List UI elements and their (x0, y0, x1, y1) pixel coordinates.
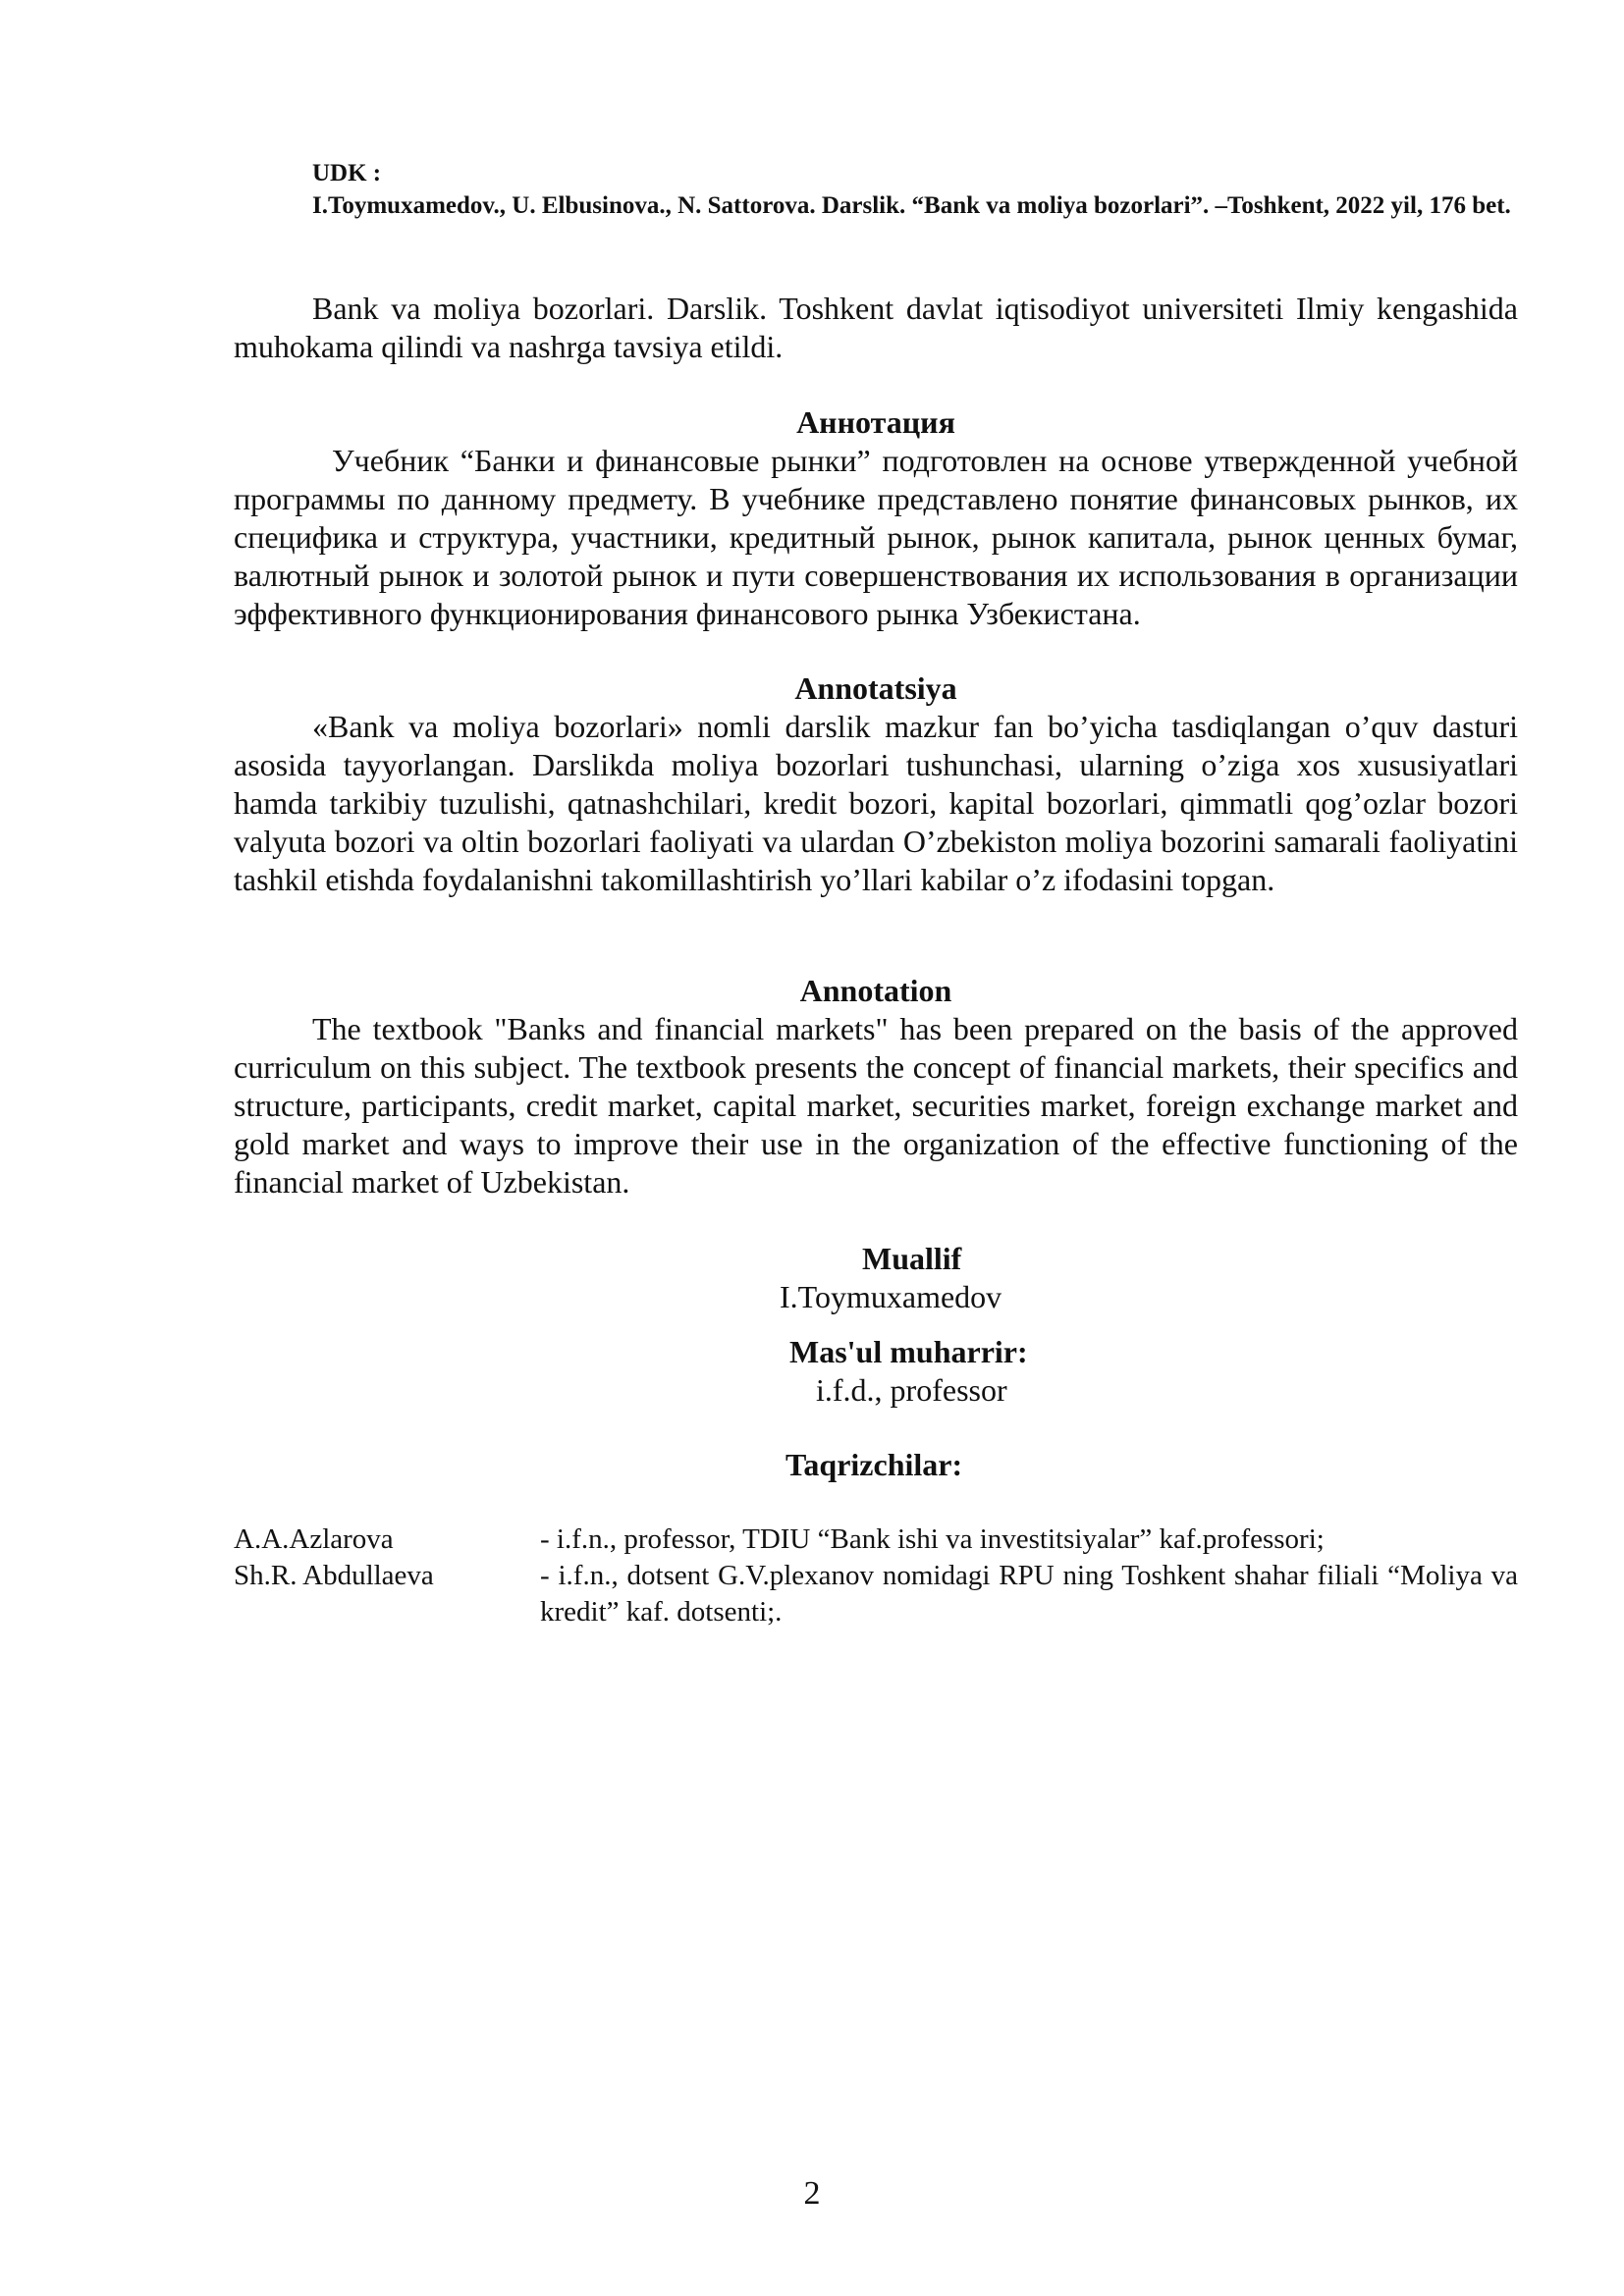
citation: I.Toymuxamedov., U. Elbusinova., N. Sattorova. Darslik. “Bank va moliya bozorlari”. –Toshkent, 2022 yil, 176 bet. (312, 192, 1511, 219)
page-number: 2 (803, 2175, 821, 2212)
annotation-ru-heading: Аннотация (796, 404, 955, 440)
annotation-uz-heading: Annotatsiya (794, 670, 957, 706)
annotation-en-heading: Annotation (799, 973, 952, 1008)
reviewers-label: Taqrizchilar: (785, 1447, 963, 1482)
reviewer-desc: - i.f.n., dotsent G.V.plexanov nomidagi RPU ning Toshkent shahar filiali “Moliya va kredit” kaf. dotsenti;. (540, 1560, 1518, 1628)
author-label: Muallif (862, 1241, 962, 1276)
reviewer-desc: - i.f.n., professor, TDIU “Bank ishi va investitsiyalar” kaf.professori; (540, 1523, 1325, 1555)
editor-label: Mas'ul muharrir: (789, 1334, 1028, 1369)
editor-value: i.f.d., professor (816, 1372, 1007, 1408)
reviewer-row (234, 1558, 1518, 1630)
udk-label: UDK : (312, 160, 382, 187)
reviewer-name: A.A.Azlarova (234, 1523, 394, 1555)
reviewer-row (234, 1522, 1518, 1558)
annotation-uz-text: «Bank va moliya bozorlari» nomli darslik mazkur fan bo’yicha tasdiqlangan o’quv dasturi asosida tayyorlangan. Darslikda moliya bozorlari tushunchasi, ularning o’ziga xos xususiyatlari hamda tarkibiy tuzulishi, qatnashchilari, kredit bozori, kapital bozorlari, qimmatli qog’ozlar bozori valyuta bozori va oltin bozorlari faoliyati va ulardan O’zbekiston moliya bozorini samarali faoliyatini tashkil etishda foydalanishni takomillashtirish yo’llari kabilar o’z ifodasini topgan. (234, 709, 1518, 897)
annotation-en-text: The textbook "Banks and financial markets" has been prepared on the basis of the approved curriculum on this subject. The textbook presents the concept of financial markets, their specifics and structure, participants, credit market, capital market, securities market, foreign exchange market and gold market and ways to improve their use in the organization of the effective functioning of the financial market of Uzbekistan. (234, 1011, 1518, 1200)
reviewers-list (234, 1522, 1518, 1630)
author-name: I.Toymuxamedov (780, 1279, 1002, 1314)
annotation-ru-text: Учебник “Банки и финансовые рынки” подготовлен на основе утвержденной учебной программы по данному предмету. В учебнике представлено понятие финансовых рынков, их специфика и структура, участники, кредитный рынок, рынок капитала, рынок ценных бумаг, валютный рынок и золотой рынок и пути совершенствования их использования в организации эффективного функционирования финансового рынка Узбекистана. (234, 443, 1518, 631)
reviewer-name: Sh.R. Abdullaeva (234, 1560, 434, 1591)
intro-paragraph: Bank va moliya bozorlari. Darslik. Toshkent davlat iqtisodiyot universiteti Ilmiy kengashida muhokama qilindi va nashrga tavsiya etildi. (234, 291, 1518, 364)
